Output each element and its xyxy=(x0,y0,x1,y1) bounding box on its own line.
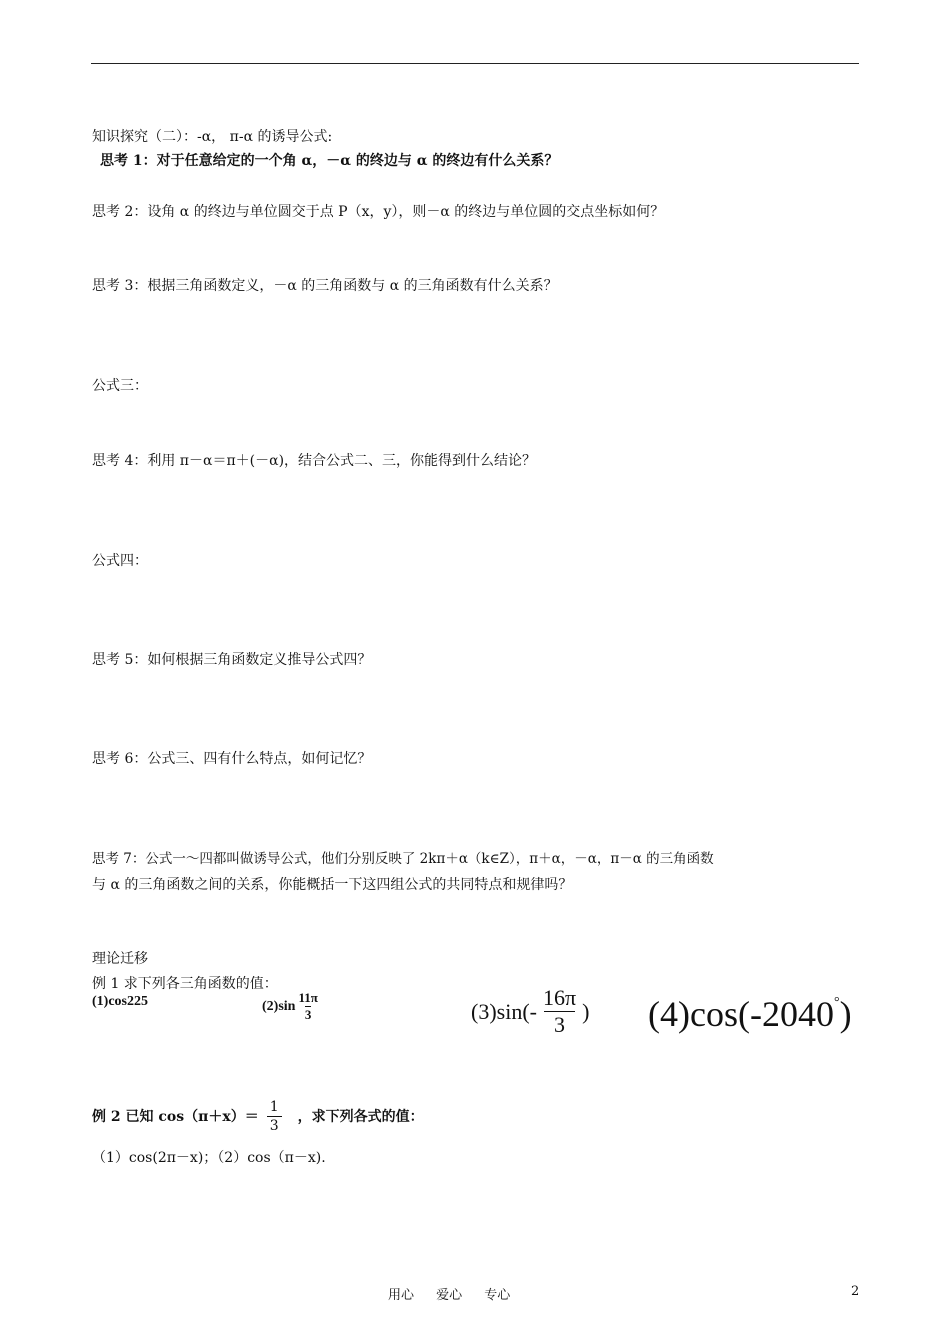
example-2-fraction xyxy=(267,1098,282,1135)
example-1-item-4 xyxy=(648,993,852,1035)
header-rule xyxy=(91,63,859,64)
ex1-4-close: ) xyxy=(839,994,852,1034)
ex1-2-prefix: (2)sin xyxy=(262,998,296,1014)
think-3: 思考 3：根据三角函数定义，－α 的三角函数与 α 的三角函数有什么关系？ xyxy=(92,278,558,294)
example-2-denominator: 3 xyxy=(267,1116,282,1135)
example-2-parts: （1）cos(2π－x)；（2）cos（π－x). xyxy=(92,1150,326,1166)
ex1-2-fraction xyxy=(298,990,317,1023)
formula-4-label: 公式四： xyxy=(92,553,148,569)
think-6: 思考 6：公式三、四有什么特点，如何记忆？ xyxy=(92,751,372,767)
page-number: 2 xyxy=(851,1284,860,1299)
ex1-3-prefix: (3)sin(- xyxy=(471,998,537,1024)
example-2-prefix: 例 2 已知 cos（π＋x）＝ xyxy=(92,1108,259,1125)
ex1-4-expression: (4)cos(-2040 xyxy=(648,994,834,1034)
section-title: 知识探究（二）：-α， π-α 的诱导公式: xyxy=(92,129,333,145)
ex1-3-denominator: 3 xyxy=(544,1011,575,1038)
example-1-item-1: (1)cos225 xyxy=(92,994,148,1009)
example-2-title xyxy=(92,1098,424,1135)
think-4: 思考 4：利用 π－α＝π＋(－α)，结合公式二、三，你能得到什么结论？ xyxy=(92,453,537,469)
example-1-item-3 xyxy=(471,985,589,1038)
think-7-line-1: 思考 7：公式一～四都叫做诱导公式，他们分别反映了 2kπ＋α（k∈Z），π＋α，－α，π－α 的三角函数 xyxy=(92,851,714,867)
example-1-title: 例 1 求下列各三角函数的值： xyxy=(92,976,278,992)
think-5: 思考 5：如何根据三角函数定义推导公式四？ xyxy=(92,652,372,668)
think-1: 思考 1：对于任意给定的一个角 α，－α 的终边与 α 的终边有什么关系？ xyxy=(100,153,559,169)
think-7-line-2: 与 α 的三角函数之间的关系，你能概括一下这四组公式的共同特点和规律吗？ xyxy=(92,877,573,893)
think-2: 思考 2：设角 α 的终边与单位圆交于点 P（x，y），则－α 的终边与单位圆的交点坐标如何？ xyxy=(92,204,665,220)
ex1-3-suffix: ) xyxy=(582,998,590,1024)
example-2-suffix: ，求下列各式的值： xyxy=(297,1108,424,1125)
degree-symbol: ° xyxy=(833,995,840,1010)
ex1-2-denominator: 3 xyxy=(304,1007,312,1022)
formula-3-label: 公式三： xyxy=(92,378,148,394)
ex1-2-numerator: 11π xyxy=(298,990,318,1005)
example-2-numerator: 1 xyxy=(269,1099,279,1115)
ex1-3-fraction xyxy=(539,985,580,1038)
ex1-3-numerator: 16π xyxy=(542,985,577,1010)
theory-transfer-heading: 理论迁移 xyxy=(92,951,148,967)
example-1-item-2 xyxy=(262,990,318,1023)
footer-motto: 用心 爱心 专心 xyxy=(388,1288,511,1303)
